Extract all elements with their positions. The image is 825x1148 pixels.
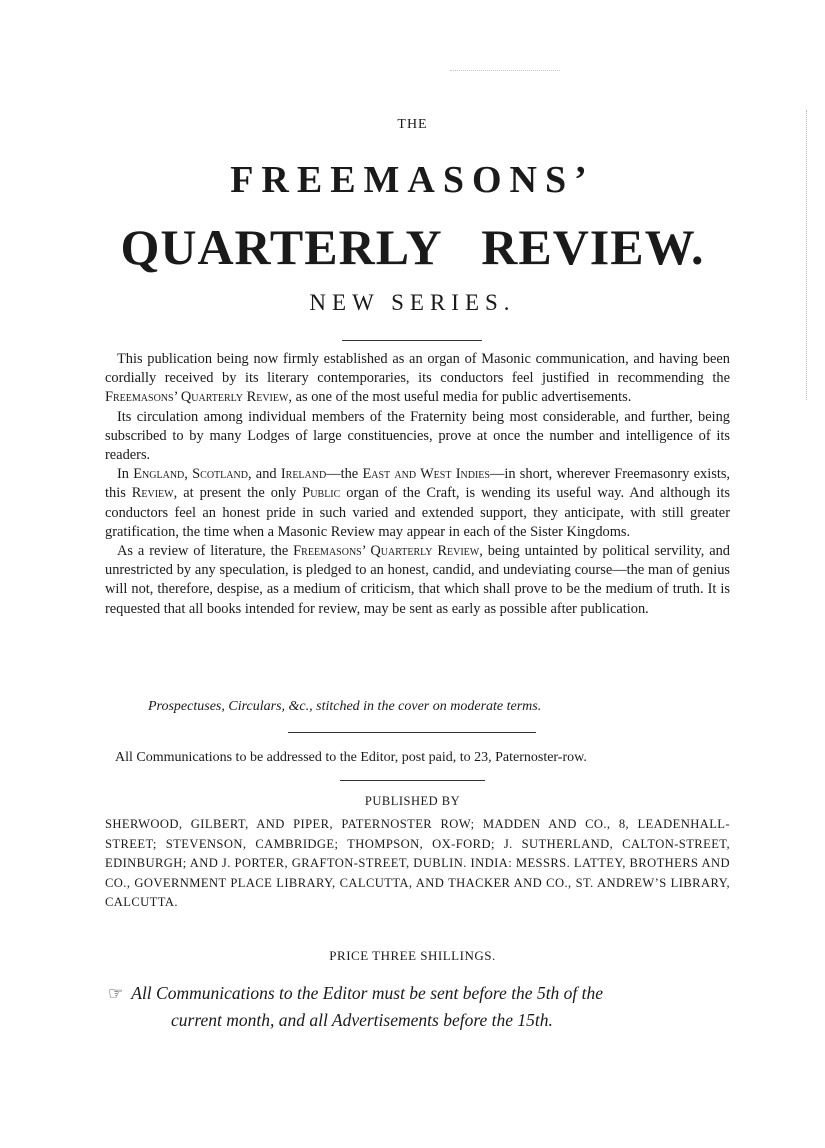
communications-line: All Communications to be addressed to the Editor, post paid, to 23, Paternoster-row. bbox=[115, 750, 587, 765]
paragraph-4: As a review of literature, the Freemasons’ Quarterly Review, being untainted by political servility, and unrestricted by any speculation, is pledged to an honest, candid, and undeviating course—the man of genius will not, therefore, despise, as a medium of criticism, that which shall prove to be the medium of truth. It is requested that all books intended for review, may be sent as early as possible after publication. bbox=[105, 543, 731, 617]
masthead-freemasons: FREEMASONS’ bbox=[230, 159, 595, 201]
pointing-hand-icon: ☞ bbox=[108, 984, 124, 1003]
paragraph-3: In England, Scotland, and Ireland—the East and West Indies—in short, wherever Freemasonry exists, this Review, at present the only Public organ of the Craft, is wending its useful way. And although its conductors feel an honest pride in such varied and extended support, they anticipate, with still greater gratification, the time when a Masonic Review may appear in each of the Sister Kingdoms. bbox=[105, 466, 731, 540]
paragraph-1: This publication being now firmly established as an organ of Masonic communication, and having been cordially received by its literary contemporaries, its conductors feel justified in recommending the Freemasons’ Quarterly Review, as one of the most useful media for public advertisements. bbox=[105, 351, 730, 406]
publishers-list: SHERWOOD, GILBERT, AND PIPER, PATERNOSTER ROW; MADDEN AND CO., 8, LEADENHALL-STREET; STEVENSON, CAMBRIDGE; THOMPSON, OX-FORD; J. SUTHERLAND, CALTON-STREET, EDINBURGH; AND J. PORTER, GRAFTON-STREET, DUBLIN. INDIA: MESSRS. LATTEY, BROTHERS AND CO., GOVERNMENT PLACE LIBRARY, CALCUTTA, AND THACKER AND CO., ST. ANDREW’S LIBRARY, CALCUTTA. bbox=[105, 817, 730, 910]
published-by-heading: PUBLISHED BY bbox=[364, 794, 461, 808]
paragraph-2: Its circulation among individual members of the Fraternity being most considerable, and further, being subscribed to by many Lodges of large constituencies, prove at once the number and intelligence of its readers. bbox=[105, 408, 730, 464]
price-line: PRICE THREE SHILLINGS. bbox=[329, 948, 496, 963]
masthead-new-series: NEW SERIES. bbox=[309, 290, 516, 315]
deadline-notice: ☞ All Communications to the Editor must be sent before the 5th of the current month, and all Advertisements before the 15th. bbox=[108, 983, 604, 1030]
intro-text bbox=[105, 350, 730, 619]
masthead-quarterly-review: QUARTERLY REVIEW. bbox=[120, 219, 705, 275]
divider bbox=[342, 340, 482, 341]
masthead-the: THE bbox=[397, 117, 428, 132]
divider bbox=[340, 780, 485, 781]
page-speckle bbox=[450, 70, 560, 71]
divider bbox=[288, 732, 536, 733]
prospectus-line: Prospectuses, Circulars, &c., stitched in the cover on moderate terms. bbox=[148, 699, 542, 714]
